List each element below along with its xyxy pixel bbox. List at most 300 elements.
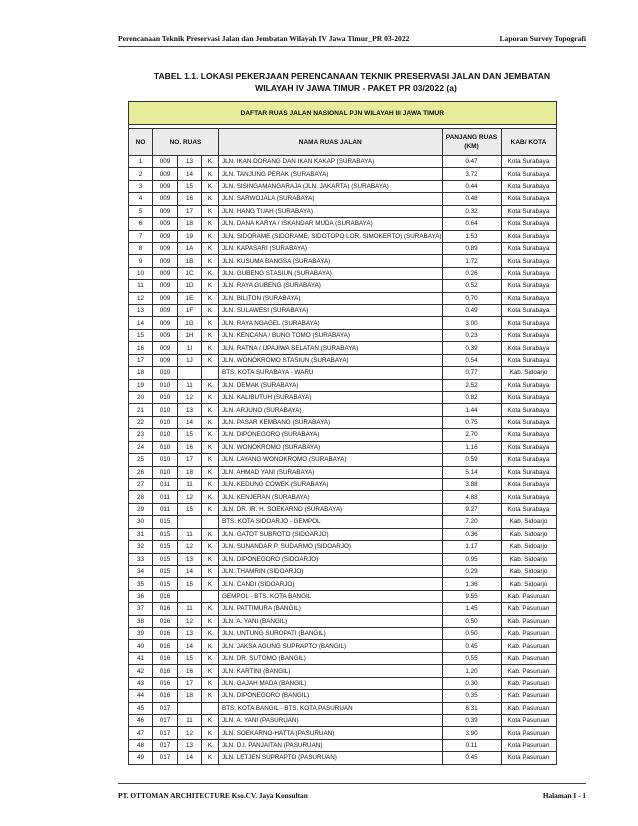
cell-length: 9.55	[442, 590, 501, 602]
table-row	[129, 454, 557, 466]
cell-k: K	[202, 528, 219, 540]
cell-kab: Kota Surabaya	[501, 466, 556, 478]
cell-length: 1.72	[442, 255, 501, 267]
cell-ruas: 010	[153, 392, 178, 404]
cell-ruas: 009	[153, 193, 178, 205]
table-row	[129, 205, 557, 217]
cell-ruas: 016	[153, 590, 178, 602]
cell-no: 28	[129, 491, 153, 503]
cell-k: K	[202, 255, 219, 267]
cell-sub: 15	[178, 503, 202, 515]
cell-kab: Kota Surabaya	[501, 416, 556, 428]
road-segment-table	[128, 101, 557, 765]
table-row	[129, 441, 557, 453]
table-header-row	[129, 129, 557, 156]
cell-k: K	[202, 242, 219, 254]
cell-sub: 17	[178, 677, 202, 689]
cell-no: 45	[129, 702, 153, 714]
cell-k: K	[202, 503, 219, 515]
cell-k: K	[202, 553, 219, 565]
cell-no: 19	[129, 379, 153, 391]
cell-no: 43	[129, 677, 153, 689]
cell-sub: 13	[178, 553, 202, 565]
cell-no: 33	[129, 553, 153, 565]
cell-sub: 14	[178, 752, 202, 764]
table-row	[129, 615, 557, 627]
table-row	[129, 690, 557, 702]
cell-ruas: 010	[153, 379, 178, 391]
cell-road-name: JLN. THAMRIN (SIDOARJO)	[219, 565, 443, 577]
cell-k: K	[202, 652, 219, 664]
cell-length: 1.36	[442, 578, 501, 590]
cell-ruas: 010	[153, 404, 178, 416]
table-row	[129, 280, 557, 292]
cell-road-name: JLN. WONOKROMO (SURABAYA)	[219, 441, 443, 453]
cell-ruas: 009	[153, 267, 178, 279]
cell-kab: Kota Surabaya	[501, 255, 556, 267]
cell-kab: Kab. Pasuruan	[501, 615, 556, 627]
cell-ruas: 009	[153, 180, 178, 192]
cell-sub: 12	[178, 615, 202, 627]
footer-company: PT. OTTOMAN ARCHITECTURE Kso.CV. Jaya Konsultan	[118, 791, 308, 800]
cell-length: 0.52	[442, 280, 501, 292]
cell-ruas: 011	[153, 491, 178, 503]
cell-length: 0.39	[442, 714, 501, 726]
cell-k: K	[202, 565, 219, 577]
table-title-line1: TABEL 1.1. LOKASI PEKERJAAN PERENCANAAN TEKNIK PRESERVASI JALAN DAN JEMBATAN	[153, 71, 551, 81]
table-row	[129, 404, 557, 416]
cell-kab: Kota Surabaya	[501, 156, 556, 168]
cell-k	[202, 367, 219, 379]
cell-kab: Kab. Sidoarjo	[501, 565, 556, 577]
cell-no: 30	[129, 516, 153, 528]
cell-kab: Kota Surabaya	[501, 392, 556, 404]
cell-no: 17	[129, 354, 153, 366]
cell-sub	[178, 702, 202, 714]
cell-road-name: JLN. LETJEN SUPRAPTO (PASURUAN)	[219, 752, 443, 764]
table-row	[129, 329, 557, 341]
cell-no: 26	[129, 466, 153, 478]
col-header-nama: NAMA RUAS JALAN	[219, 129, 443, 156]
cell-length: 0.89	[442, 242, 501, 254]
cell-ruas: 010	[153, 441, 178, 453]
table-row	[129, 541, 557, 553]
cell-k: K	[202, 404, 219, 416]
cell-ruas: 017	[153, 702, 178, 714]
cell-ruas: 009	[153, 255, 178, 267]
cell-k: K	[202, 317, 219, 329]
cell-no: 10	[129, 267, 153, 279]
cell-sub: 15	[178, 652, 202, 664]
cell-ruas: 009	[153, 329, 178, 341]
cell-kab: Kota Surabaya	[501, 280, 556, 292]
cell-no: 9	[129, 255, 153, 267]
cell-k: K	[202, 280, 219, 292]
table-row	[129, 528, 557, 540]
cell-k: K	[202, 342, 219, 354]
cell-length: 3.72	[442, 168, 501, 180]
cell-length: 0.49	[442, 305, 501, 317]
cell-kab: Kota Pasuruan	[501, 752, 556, 764]
cell-sub: 12	[178, 727, 202, 739]
cell-ruas: 011	[153, 503, 178, 515]
cell-no: 38	[129, 615, 153, 627]
cell-road-name: JLN. PASAR KEMBANG (SURABAYA)	[219, 416, 443, 428]
cell-road-name: JLN. SULAWESI (SURABAYA)	[219, 305, 443, 317]
cell-no: 1	[129, 156, 153, 168]
page-footer	[118, 783, 586, 804]
cell-kab: Kota Pasuruan	[501, 714, 556, 726]
cell-ruas: 009	[153, 342, 178, 354]
cell-no: 40	[129, 640, 153, 652]
cell-road-name: JLN. DIPONEGORO (BANGIL)	[219, 690, 443, 702]
cell-kab: Kota Surabaya	[501, 478, 556, 490]
cell-no: 44	[129, 690, 153, 702]
cell-sub: 19	[178, 230, 202, 242]
cell-length: 0.29	[442, 565, 501, 577]
table-row	[129, 305, 557, 317]
cell-road-name: JLN. RAYA NGAGEL (SURABAYA)	[219, 317, 443, 329]
cell-no: 13	[129, 305, 153, 317]
table-row	[129, 242, 557, 254]
cell-length: 0.36	[442, 528, 501, 540]
cell-road-name: JLN. DIPONEGORO (SURABAYA)	[219, 429, 443, 441]
table-row	[129, 752, 557, 764]
cell-length: 1.20	[442, 665, 501, 677]
cell-k: K	[202, 305, 219, 317]
cell-sub: 13	[178, 628, 202, 640]
cell-k: K	[202, 615, 219, 627]
cell-no: 22	[129, 416, 153, 428]
cell-length: 0.30	[442, 677, 501, 689]
cell-ruas: 009	[153, 230, 178, 242]
cell-road-name: GEMPOL - BTS. KOTA BANGIL	[219, 590, 443, 602]
cell-kab: Kab. Sidoarjo	[501, 541, 556, 553]
table-band-row	[129, 102, 557, 125]
cell-sub: 15	[178, 180, 202, 192]
cell-ruas: 009	[153, 292, 178, 304]
cell-ruas: 016	[153, 677, 178, 689]
cell-sub: 18	[178, 218, 202, 230]
cell-length: 0.39	[442, 342, 501, 354]
cell-road-name: JLN. KUSUMA BANGSA (SURABAYA)	[219, 255, 443, 267]
table-row	[129, 156, 557, 168]
cell-kab: Kab. Pasuruan	[501, 628, 556, 640]
cell-k: K	[202, 739, 219, 751]
table-row	[129, 590, 557, 602]
footer-page-number: Halaman I - 1	[542, 791, 586, 800]
table-row	[129, 640, 557, 652]
cell-length: 3.88	[442, 478, 501, 490]
cell-no: 41	[129, 652, 153, 664]
cell-k: K	[202, 156, 219, 168]
cell-kab: Kota Surabaya	[501, 342, 556, 354]
cell-ruas: 009	[153, 218, 178, 230]
cell-sub: 14	[178, 565, 202, 577]
cell-no: 11	[129, 280, 153, 292]
cell-ruas: 009	[153, 205, 178, 217]
cell-k: K	[202, 466, 219, 478]
cell-road-name: JLN. SARWOJALA (SURABAYA)	[219, 193, 443, 205]
table-row	[129, 392, 557, 404]
cell-ruas: 015	[153, 528, 178, 540]
cell-kab: Kab. Pasuruan	[501, 640, 556, 652]
cell-road-name: JLN. DR. SUTOMO (BANGIL)	[219, 652, 443, 664]
cell-sub: 1J	[178, 354, 202, 366]
cell-sub: 1A	[178, 242, 202, 254]
cell-sub: 1G	[178, 317, 202, 329]
cell-k: K	[202, 230, 219, 242]
table-row	[129, 180, 557, 192]
table-row	[129, 516, 557, 528]
table-row	[129, 292, 557, 304]
table-row	[129, 267, 557, 279]
cell-road-name: JLN. KAPASARI (SURABAYA)	[219, 242, 443, 254]
cell-no: 23	[129, 429, 153, 441]
cell-kab: Kab. Pasuruan	[501, 702, 556, 714]
cell-length: 0.32	[442, 205, 501, 217]
table-title-line2: WILAYAH IV JAWA TIMUR - PAKET PR 03/2022 (a)	[255, 83, 457, 93]
cell-no: 6	[129, 218, 153, 230]
cell-road-name: JLN. A. YANI (BANGIL)	[219, 615, 443, 627]
cell-kab: Kota Surabaya	[501, 168, 556, 180]
cell-ruas: 016	[153, 603, 178, 615]
cell-ruas: 016	[153, 628, 178, 640]
cell-no: 4	[129, 193, 153, 205]
cell-length: 0.50	[442, 615, 501, 627]
cell-road-name: JLN. TANJUNG PERAK (SURABAYA)	[219, 168, 443, 180]
cell-no: 3	[129, 180, 153, 192]
col-header-no: NO	[129, 129, 153, 156]
cell-length: 2.70	[442, 429, 501, 441]
cell-kab: Kab. Sidoarjo	[501, 367, 556, 379]
cell-kab: Kota Surabaya	[501, 305, 556, 317]
cell-length: 0.23	[442, 329, 501, 341]
cell-road-name: JLN. DANA KARYA / ISKANDAR MUDA (SURABAYA)	[219, 218, 443, 230]
table-row	[129, 168, 557, 180]
cell-sub: 16	[178, 193, 202, 205]
cell-road-name: JLN. CANDI (SIDOARJO)	[219, 578, 443, 590]
cell-kab: Kota Surabaya	[501, 404, 556, 416]
cell-sub: 15	[178, 429, 202, 441]
cell-k: K	[202, 491, 219, 503]
cell-k: K	[202, 218, 219, 230]
cell-length: 1.53	[442, 230, 501, 242]
cell-no: 2	[129, 168, 153, 180]
cell-k: K	[202, 329, 219, 341]
table-row	[129, 677, 557, 689]
cell-kab: Kota Surabaya	[501, 205, 556, 217]
cell-length: 0.11	[442, 739, 501, 751]
cell-sub: 1I	[178, 342, 202, 354]
cell-length: 3.90	[442, 727, 501, 739]
cell-sub: 1D	[178, 280, 202, 292]
cell-sub: 1E	[178, 292, 202, 304]
cell-kab: Kab. Sidoarjo	[501, 516, 556, 528]
cell-length: 0.45	[442, 752, 501, 764]
cell-sub: 13	[178, 156, 202, 168]
cell-road-name: JLN. GAJAH MADA (BANGIL)	[219, 677, 443, 689]
table-row	[129, 354, 557, 366]
cell-sub: 11	[178, 714, 202, 726]
cell-length: 0.59	[442, 454, 501, 466]
table-row	[129, 193, 557, 205]
cell-road-name: JLN. PATTIMURA (BANGIL)	[219, 603, 443, 615]
cell-kab: Kab. Pasuruan	[501, 665, 556, 677]
cell-no: 21	[129, 404, 153, 416]
cell-length: 1.44	[442, 404, 501, 416]
cell-ruas: 015	[153, 541, 178, 553]
table-row	[129, 702, 557, 714]
cell-road-name: BTS. KOTA BANGIL - BTS. KOTA PASURUAN	[219, 702, 443, 714]
table-row	[129, 739, 557, 751]
cell-kab: Kab. Pasuruan	[501, 590, 556, 602]
table-row	[129, 230, 557, 242]
cell-ruas: 016	[153, 640, 178, 652]
cell-no: 34	[129, 565, 153, 577]
cell-length: 1.17	[442, 541, 501, 553]
cell-road-name: JLN. SISINGAMANGARAJA (JLN. JAKARTA) (SURABAYA)	[219, 180, 443, 192]
cell-ruas: 016	[153, 615, 178, 627]
cell-k: K	[202, 292, 219, 304]
cell-kab: Kab. Pasuruan	[501, 690, 556, 702]
cell-k: K	[202, 727, 219, 739]
cell-length: 0.50	[442, 628, 501, 640]
cell-road-name: JLN. RATNA / UPAJIWA SELATAN (SURABAYA)	[219, 342, 443, 354]
cell-length: 0.82	[442, 392, 501, 404]
table-row	[129, 416, 557, 428]
cell-k: K	[202, 677, 219, 689]
cell-no: 32	[129, 541, 153, 553]
cell-ruas: 010	[153, 466, 178, 478]
cell-ruas: 009	[153, 156, 178, 168]
cell-kab: Kota Surabaya	[501, 180, 556, 192]
cell-kab: Kota Surabaya	[501, 441, 556, 453]
cell-road-name: JLN. BILITON (SURABAYA)	[219, 292, 443, 304]
cell-kab: Kota Surabaya	[501, 454, 556, 466]
cell-k: K	[202, 392, 219, 404]
cell-kab: Kota Surabaya	[501, 193, 556, 205]
cell-road-name: JLN. DR. IR. H. SOEKARNO (SURABAYA)	[219, 503, 443, 515]
cell-k: K	[202, 180, 219, 192]
cell-kab: Kota Surabaya	[501, 379, 556, 391]
cell-kab: Kota Surabaya	[501, 317, 556, 329]
cell-ruas: 015	[153, 553, 178, 565]
cell-ruas: 010	[153, 429, 178, 441]
cell-kab: Kota Pasuruan	[501, 727, 556, 739]
cell-sub: 16	[178, 665, 202, 677]
cell-length: 0.45	[442, 640, 501, 652]
cell-no: 35	[129, 578, 153, 590]
cell-sub: 11	[178, 478, 202, 490]
cell-k: K	[202, 354, 219, 366]
cell-no: 37	[129, 603, 153, 615]
cell-road-name: BTS. KOTA SURABAYA - WARU	[219, 367, 443, 379]
cell-kab: Kota Surabaya	[501, 429, 556, 441]
cell-no: 24	[129, 441, 153, 453]
cell-k: K	[202, 541, 219, 553]
cell-k	[202, 516, 219, 528]
cell-sub: 14	[178, 640, 202, 652]
cell-road-name: JLN. KALIBUTUH (SURABAYA)	[219, 392, 443, 404]
cell-ruas: 016	[153, 690, 178, 702]
cell-k: K	[202, 478, 219, 490]
cell-no: 14	[129, 317, 153, 329]
cell-sub	[178, 590, 202, 602]
table-row	[129, 429, 557, 441]
cell-k: K	[202, 665, 219, 677]
cell-k: K	[202, 205, 219, 217]
table-row	[129, 491, 557, 503]
cell-length: 0.70	[442, 292, 501, 304]
cell-sub: 18	[178, 690, 202, 702]
cell-road-name: JLN. SIDORAME (SIDORAME, SIDOTOPO LOR, SIMOKERTO) (SURABAYA)	[219, 230, 443, 242]
cell-length: 9.27	[442, 503, 501, 515]
cell-length: 0.48	[442, 193, 501, 205]
cell-sub: 16	[178, 441, 202, 453]
cell-ruas: 010	[153, 454, 178, 466]
cell-road-name: JLN. KENCANA / BUNG TOMO (SURABAYA)	[219, 329, 443, 341]
table-row	[129, 342, 557, 354]
cell-length: 3.00	[442, 317, 501, 329]
cell-ruas: 009	[153, 168, 178, 180]
col-header-panjang: PANJANG RUAS (KM)	[442, 129, 501, 156]
cell-length: 5.14	[442, 466, 501, 478]
cell-ruas: 015	[153, 578, 178, 590]
cell-k: K	[202, 441, 219, 453]
table-row	[129, 553, 557, 565]
cell-no: 12	[129, 292, 153, 304]
table-row	[129, 603, 557, 615]
cell-sub: 17	[178, 205, 202, 217]
cell-k: K	[202, 168, 219, 180]
cell-road-name: JLN. KEDUNG COWEK (SURABAYA)	[219, 478, 443, 490]
table-row	[129, 379, 557, 391]
cell-road-name: BTS. KOTA SIDOARJO - GEMPOL	[219, 516, 443, 528]
cell-sub: 1B	[178, 255, 202, 267]
cell-kab: Kab. Sidoarjo	[501, 578, 556, 590]
cell-kab: Kab. Sidoarjo	[501, 528, 556, 540]
cell-sub: 1H	[178, 329, 202, 341]
cell-kab: Kota Surabaya	[501, 242, 556, 254]
cell-k: K	[202, 752, 219, 764]
cell-road-name: JLN. IKAN DORANG DAN IKAN KAKAP (SURABAYA)	[219, 156, 443, 168]
cell-kab: Kota Surabaya	[501, 230, 556, 242]
cell-kab: Kota Surabaya	[501, 292, 556, 304]
table-row	[129, 714, 557, 726]
col-header-no-ruas: NO. RUAS	[153, 129, 219, 156]
cell-kab: Kab. Sidoarjo	[501, 553, 556, 565]
table-row	[129, 665, 557, 677]
col-header-kab: KAB/ KOTA	[501, 129, 556, 156]
cell-road-name: JLN. RAYA GUBENG (SURABAYA)	[219, 280, 443, 292]
cell-road-name: JLN. LAYANG WONOKROMO (SURABAYA)	[219, 454, 443, 466]
cell-no: 49	[129, 752, 153, 764]
cell-road-name: JLN. GUBENG STASIUN (SURABAYA)	[219, 267, 443, 279]
cell-ruas: 016	[153, 665, 178, 677]
cell-length: 0.64	[442, 218, 501, 230]
cell-k: K	[202, 379, 219, 391]
cell-no: 25	[129, 454, 153, 466]
cell-sub: 14	[178, 168, 202, 180]
cell-road-name: JLN. SOEKARNO-HATTA (PASURUAN)	[219, 727, 443, 739]
cell-road-name: JLN. WONOKROMO STASIUN (SURABAYA)	[219, 354, 443, 366]
cell-no: 46	[129, 714, 153, 726]
cell-road-name: JLN. A. YANI (PASURUAN)	[219, 714, 443, 726]
cell-road-name: JLN. GATOT SUBROTO (SIDOARJO)	[219, 528, 443, 540]
cell-sub: 13	[178, 739, 202, 751]
table-row	[129, 727, 557, 739]
